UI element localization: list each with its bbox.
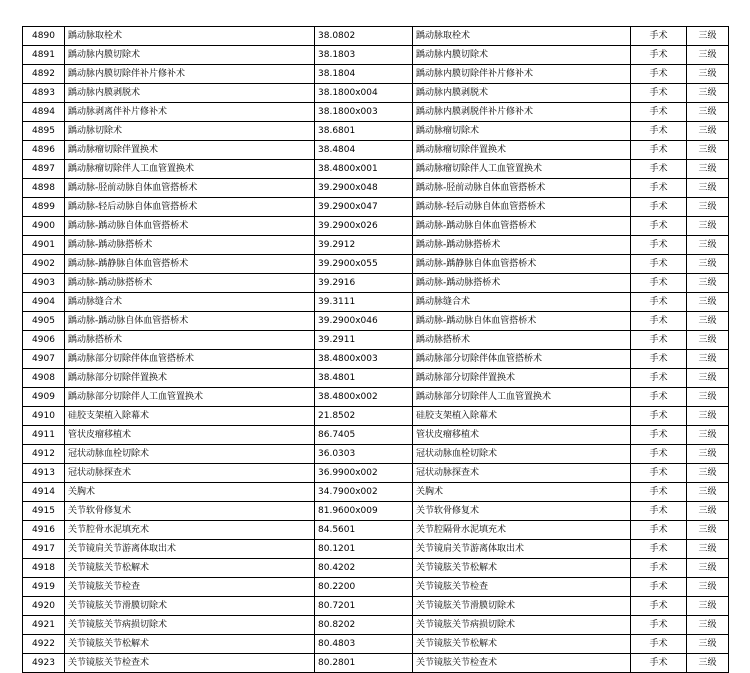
row-icd-code: 84.5601 xyxy=(315,521,413,540)
row-level: 三级 xyxy=(687,464,729,483)
row-name: 踽动脉-踽动脉搭桥术 xyxy=(65,236,315,255)
table-row xyxy=(23,445,729,464)
row-icd-code: 21.8502 xyxy=(315,407,413,426)
row-alias: 踽动脉-踽动脉自体血管搭桥术 xyxy=(413,312,631,331)
row-icd-code: 38.4800x002 xyxy=(315,388,413,407)
row-icd-code: 38.1800x004 xyxy=(315,84,413,103)
table-body xyxy=(23,27,729,673)
row-type: 手术 xyxy=(631,407,687,426)
table-row xyxy=(23,559,729,578)
row-level: 三级 xyxy=(687,160,729,179)
row-code: 4915 xyxy=(23,502,65,521)
row-name: 关节镜胘关节松解术 xyxy=(65,635,315,654)
row-icd-code: 38.1804 xyxy=(315,65,413,84)
row-code: 4905 xyxy=(23,312,65,331)
row-name: 踽动脉-踽动脉搭桥术 xyxy=(65,274,315,293)
row-name: 踽动脉部分切除伴人工血管置换术 xyxy=(65,388,315,407)
table-row xyxy=(23,502,729,521)
table-row xyxy=(23,331,729,350)
row-icd-code: 80.8202 xyxy=(315,616,413,635)
row-code: 4918 xyxy=(23,559,65,578)
row-name: 踽动脉内膜剥脱术 xyxy=(65,84,315,103)
row-icd-code: 38.0802 xyxy=(315,27,413,46)
table-row xyxy=(23,122,729,141)
row-icd-code: 80.4803 xyxy=(315,635,413,654)
row-level: 三级 xyxy=(687,502,729,521)
row-alias: 踽动脉瘤切除伴置换术 xyxy=(413,141,631,160)
row-icd-code: 38.1803 xyxy=(315,46,413,65)
row-type: 手术 xyxy=(631,217,687,236)
row-code: 4903 xyxy=(23,274,65,293)
row-icd-code: 34.7900x002 xyxy=(315,483,413,502)
table-row xyxy=(23,217,729,236)
row-code: 4908 xyxy=(23,369,65,388)
row-alias: 关胸术 xyxy=(413,483,631,502)
row-icd-code: 86.7405 xyxy=(315,426,413,445)
row-type: 手术 xyxy=(631,65,687,84)
row-name: 踽动脉-胫前动脉自体血管搭桥术 xyxy=(65,179,315,198)
row-name: 踽动脉剥离伴补片修补术 xyxy=(65,103,315,122)
row-type: 手术 xyxy=(631,236,687,255)
row-alias: 踽动脉内膜切除伴补片修补术 xyxy=(413,65,631,84)
row-alias: 踽动脉取栓术 xyxy=(413,27,631,46)
row-icd-code: 80.1201 xyxy=(315,540,413,559)
row-level: 三级 xyxy=(687,369,729,388)
row-alias: 踽动脉-踽静脉自体血管搭桥术 xyxy=(413,255,631,274)
table-row xyxy=(23,426,729,445)
table-row xyxy=(23,635,729,654)
row-code: 4898 xyxy=(23,179,65,198)
row-name: 关胸术 xyxy=(65,483,315,502)
row-name: 踽动脉内膜切除术 xyxy=(65,46,315,65)
row-level: 三级 xyxy=(687,141,729,160)
table-row xyxy=(23,407,729,426)
table-row xyxy=(23,179,729,198)
row-level: 三级 xyxy=(687,407,729,426)
table-row xyxy=(23,464,729,483)
row-alias: 踽动脉部分切除伴置换术 xyxy=(413,369,631,388)
row-level: 三级 xyxy=(687,559,729,578)
row-level: 三级 xyxy=(687,654,729,673)
row-level: 三级 xyxy=(687,426,729,445)
row-code: 4902 xyxy=(23,255,65,274)
row-code: 4899 xyxy=(23,198,65,217)
table-row xyxy=(23,65,729,84)
row-icd-code: 39.2912 xyxy=(315,236,413,255)
row-level: 三级 xyxy=(687,122,729,141)
row-alias: 关节镜胘关节松解术 xyxy=(413,559,631,578)
row-code: 4910 xyxy=(23,407,65,426)
row-level: 三级 xyxy=(687,445,729,464)
surgery-code-table xyxy=(22,26,729,673)
row-level: 三级 xyxy=(687,65,729,84)
table-row xyxy=(23,616,729,635)
row-alias: 踽动脉瘤切除伴人工血管置换术 xyxy=(413,160,631,179)
row-icd-code: 38.4800x001 xyxy=(315,160,413,179)
row-name: 踽动脉部分切除伴体血管搭桥术 xyxy=(65,350,315,369)
row-alias: 踽动脉-轻后动脉自体血管搭桥术 xyxy=(413,198,631,217)
row-type: 手术 xyxy=(631,141,687,160)
row-code: 4896 xyxy=(23,141,65,160)
row-name: 关节镜肩关节游离体取出术 xyxy=(65,540,315,559)
row-type: 手术 xyxy=(631,46,687,65)
row-name: 关节镜胘关节检查 xyxy=(65,578,315,597)
row-code: 4922 xyxy=(23,635,65,654)
row-type: 手术 xyxy=(631,160,687,179)
row-icd-code: 39.2900x046 xyxy=(315,312,413,331)
row-code: 4913 xyxy=(23,464,65,483)
row-name: 冠状动脉探查术 xyxy=(65,464,315,483)
row-icd-code: 80.2200 xyxy=(315,578,413,597)
row-icd-code: 38.1800x003 xyxy=(315,103,413,122)
row-name: 关节软骨修复术 xyxy=(65,502,315,521)
table-row xyxy=(23,388,729,407)
row-alias: 踽动脉-踽动脉自体血管搭桥术 xyxy=(413,217,631,236)
row-code: 4892 xyxy=(23,65,65,84)
row-alias: 踽动脉部分切除伴体血管搭桥术 xyxy=(413,350,631,369)
row-alias: 踽动脉瘤切除术 xyxy=(413,122,631,141)
row-level: 三级 xyxy=(687,46,729,65)
row-icd-code: 39.2900x026 xyxy=(315,217,413,236)
table-row xyxy=(23,540,729,559)
row-type: 手术 xyxy=(631,27,687,46)
table-row xyxy=(23,198,729,217)
row-alias: 关节镜胘关节病损切除术 xyxy=(413,616,631,635)
table-row xyxy=(23,521,729,540)
row-level: 三级 xyxy=(687,84,729,103)
row-code: 4895 xyxy=(23,122,65,141)
row-alias: 踽动脉-踽动脉搭桥术 xyxy=(413,236,631,255)
table-row xyxy=(23,141,729,160)
row-code: 4916 xyxy=(23,521,65,540)
row-icd-code: 36.9900x002 xyxy=(315,464,413,483)
row-name: 踽动脉-轻后动脉自体血管搭桥术 xyxy=(65,198,315,217)
row-type: 手术 xyxy=(631,198,687,217)
table-row xyxy=(23,597,729,616)
row-alias: 关节镜肩关节游离体取出术 xyxy=(413,540,631,559)
row-type: 手术 xyxy=(631,597,687,616)
row-level: 三级 xyxy=(687,388,729,407)
table-row xyxy=(23,103,729,122)
row-type: 手术 xyxy=(631,122,687,141)
row-code: 4917 xyxy=(23,540,65,559)
row-alias: 关节镜胘关节检查 xyxy=(413,578,631,597)
table-row xyxy=(23,654,729,673)
row-code: 4906 xyxy=(23,331,65,350)
row-type: 手术 xyxy=(631,521,687,540)
row-code: 4901 xyxy=(23,236,65,255)
row-name: 踽动脉切除术 xyxy=(65,122,315,141)
row-alias: 踽动脉内膜切除术 xyxy=(413,46,631,65)
row-type: 手术 xyxy=(631,388,687,407)
row-icd-code: 39.2900x048 xyxy=(315,179,413,198)
row-code: 4920 xyxy=(23,597,65,616)
row-name: 关节镜胘关节检查术 xyxy=(65,654,315,673)
row-alias: 硅胶支架植入除幕术 xyxy=(413,407,631,426)
row-icd-code: 39.2911 xyxy=(315,331,413,350)
row-type: 手术 xyxy=(631,426,687,445)
table-row xyxy=(23,369,729,388)
row-icd-code: 80.2801 xyxy=(315,654,413,673)
row-icd-code: 39.2900x055 xyxy=(315,255,413,274)
row-name: 冠状动脉血栓切除术 xyxy=(65,445,315,464)
row-type: 手术 xyxy=(631,445,687,464)
row-level: 三级 xyxy=(687,616,729,635)
row-type: 手术 xyxy=(631,616,687,635)
row-name: 硅胶支架植入除幕术 xyxy=(65,407,315,426)
row-alias: 踽动脉内膜剥脱术 xyxy=(413,84,631,103)
row-name: 踽动脉搭桥术 xyxy=(65,331,315,350)
table-row xyxy=(23,274,729,293)
row-level: 三级 xyxy=(687,540,729,559)
row-type: 手术 xyxy=(631,578,687,597)
row-icd-code: 39.3111 xyxy=(315,293,413,312)
row-alias: 冠状动脉血栓切除术 xyxy=(413,445,631,464)
table-row xyxy=(23,255,729,274)
row-alias: 关节镜胘关节检查术 xyxy=(413,654,631,673)
row-level: 三级 xyxy=(687,27,729,46)
row-code: 4914 xyxy=(23,483,65,502)
row-level: 三级 xyxy=(687,274,729,293)
row-name: 踽动脉-踽静脉自体血管搭桥术 xyxy=(65,255,315,274)
row-alias: 踽动脉缝合术 xyxy=(413,293,631,312)
row-level: 三级 xyxy=(687,597,729,616)
row-name: 踽动脉-踽动脉自体血管搭桥术 xyxy=(65,312,315,331)
row-code: 4907 xyxy=(23,350,65,369)
row-icd-code: 36.0303 xyxy=(315,445,413,464)
row-type: 手术 xyxy=(631,179,687,198)
row-icd-code: 38.4801 xyxy=(315,369,413,388)
row-level: 三级 xyxy=(687,521,729,540)
row-name: 踽动脉-踽动脉自体血管搭桥术 xyxy=(65,217,315,236)
table-row xyxy=(23,236,729,255)
row-level: 三级 xyxy=(687,103,729,122)
row-name: 踽动脉瘤切除伴人工血管置换术 xyxy=(65,160,315,179)
row-name: 踽动脉缝合术 xyxy=(65,293,315,312)
table-row xyxy=(23,578,729,597)
row-type: 手术 xyxy=(631,369,687,388)
row-alias: 踽动脉搭桥术 xyxy=(413,331,631,350)
row-icd-code: 80.4202 xyxy=(315,559,413,578)
row-type: 手术 xyxy=(631,464,687,483)
row-level: 三级 xyxy=(687,198,729,217)
row-alias: 踽动脉-胫前动脉自体血管搭桥术 xyxy=(413,179,631,198)
row-code: 4912 xyxy=(23,445,65,464)
table-row xyxy=(23,160,729,179)
row-name: 踽动脉取栓术 xyxy=(65,27,315,46)
row-type: 手术 xyxy=(631,103,687,122)
row-name: 管状皮瘤移植术 xyxy=(65,426,315,445)
row-icd-code: 39.2916 xyxy=(315,274,413,293)
row-alias: 关节软骨修复术 xyxy=(413,502,631,521)
row-code: 4900 xyxy=(23,217,65,236)
row-icd-code: 38.4804 xyxy=(315,141,413,160)
row-type: 手术 xyxy=(631,84,687,103)
row-type: 手术 xyxy=(631,635,687,654)
row-name: 关节镜胘关节滑膜切除术 xyxy=(65,597,315,616)
row-alias: 踽动脉内膜剥脱伴补片修补术 xyxy=(413,103,631,122)
row-level: 三级 xyxy=(687,179,729,198)
row-alias: 关节腔隔骨水泥填充术 xyxy=(413,521,631,540)
row-icd-code: 80.7201 xyxy=(315,597,413,616)
row-type: 手术 xyxy=(631,274,687,293)
row-level: 三级 xyxy=(687,293,729,312)
row-type: 手术 xyxy=(631,654,687,673)
row-icd-code: 38.4800x003 xyxy=(315,350,413,369)
row-alias: 冠状动脉探查术 xyxy=(413,464,631,483)
row-name: 关节镜胘关节病损切除术 xyxy=(65,616,315,635)
row-type: 手术 xyxy=(631,502,687,521)
row-code: 4890 xyxy=(23,27,65,46)
row-code: 4904 xyxy=(23,293,65,312)
row-level: 三级 xyxy=(687,483,729,502)
row-type: 手术 xyxy=(631,293,687,312)
table-row xyxy=(23,350,729,369)
table-row xyxy=(23,483,729,502)
row-type: 手术 xyxy=(631,350,687,369)
row-level: 三级 xyxy=(687,312,729,331)
row-alias: 管状皮瘤移植术 xyxy=(413,426,631,445)
table-row xyxy=(23,27,729,46)
row-alias: 踽动脉-踽动脉搭桥术 xyxy=(413,274,631,293)
row-name: 踽动脉瘤切除伴置换术 xyxy=(65,141,315,160)
row-level: 三级 xyxy=(687,255,729,274)
row-name: 关节腔骨水泥填充术 xyxy=(65,521,315,540)
row-level: 三级 xyxy=(687,350,729,369)
row-code: 4894 xyxy=(23,103,65,122)
row-name: 踽动脉内膜切除伴补片修补术 xyxy=(65,65,315,84)
table-row xyxy=(23,84,729,103)
row-level: 三级 xyxy=(687,217,729,236)
row-code: 4923 xyxy=(23,654,65,673)
row-alias: 踽动脉部分切除伴人工血管置换术 xyxy=(413,388,631,407)
row-type: 手术 xyxy=(631,255,687,274)
table-row xyxy=(23,293,729,312)
row-type: 手术 xyxy=(631,331,687,350)
row-level: 三级 xyxy=(687,331,729,350)
row-level: 三级 xyxy=(687,578,729,597)
row-icd-code: 81.9600x009 xyxy=(315,502,413,521)
row-icd-code: 39.2900x047 xyxy=(315,198,413,217)
row-type: 手术 xyxy=(631,559,687,578)
row-code: 4891 xyxy=(23,46,65,65)
row-level: 三级 xyxy=(687,635,729,654)
row-icd-code: 38.6801 xyxy=(315,122,413,141)
row-alias: 关节镜胘关节松解术 xyxy=(413,635,631,654)
table-row xyxy=(23,46,729,65)
row-type: 手术 xyxy=(631,483,687,502)
table-row xyxy=(23,312,729,331)
row-code: 4893 xyxy=(23,84,65,103)
row-alias: 关节镜胘关节滑膜切除术 xyxy=(413,597,631,616)
row-type: 手术 xyxy=(631,312,687,331)
row-code: 4919 xyxy=(23,578,65,597)
row-code: 4897 xyxy=(23,160,65,179)
row-code: 4911 xyxy=(23,426,65,445)
row-name: 关节镜胘关节松解术 xyxy=(65,559,315,578)
row-name: 踽动脉部分切除伴置换术 xyxy=(65,369,315,388)
row-level: 三级 xyxy=(687,236,729,255)
row-code: 4921 xyxy=(23,616,65,635)
row-code: 4909 xyxy=(23,388,65,407)
row-type: 手术 xyxy=(631,540,687,559)
